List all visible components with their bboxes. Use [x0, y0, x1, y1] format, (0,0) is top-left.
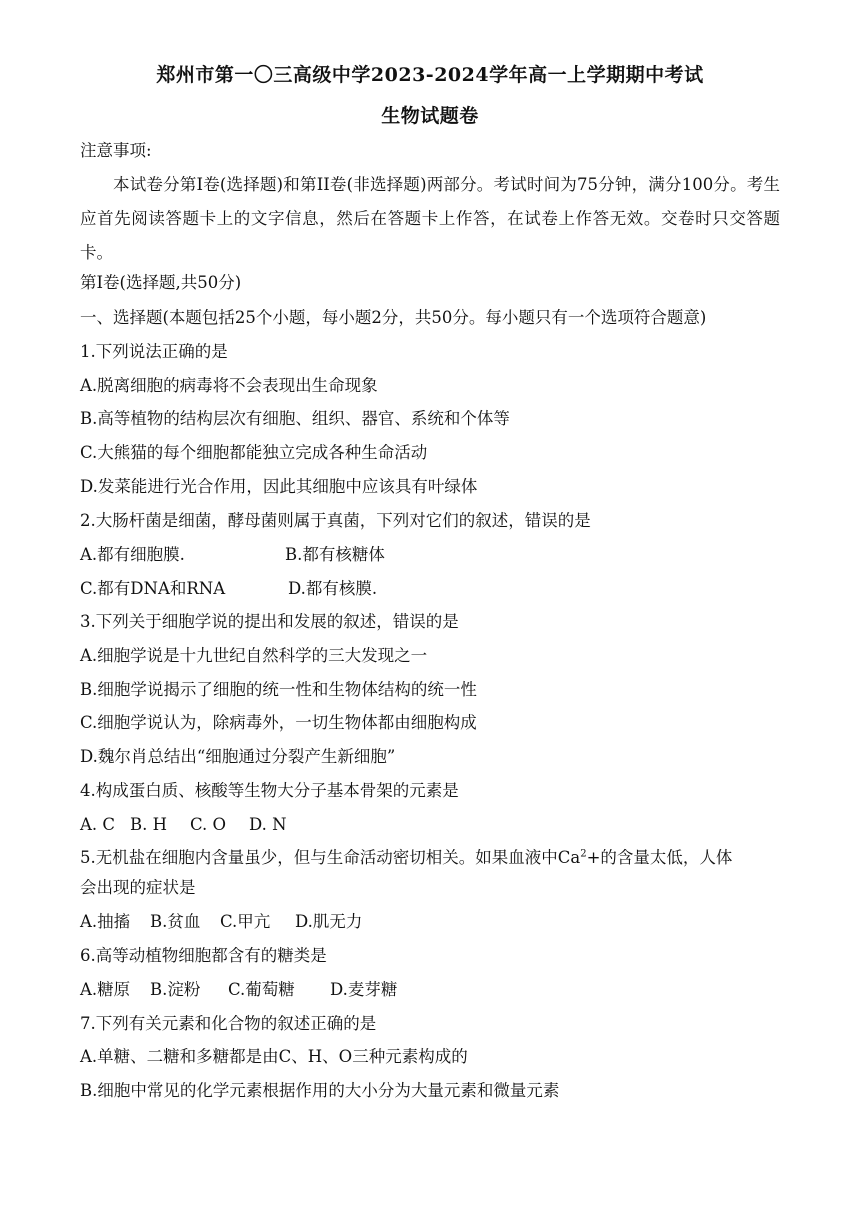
notice-body: 本试卷分第I卷(选择题)和第II卷(非选择题)两部分。考试时间为75分钟，满分100分。考生应首先阅读答题卡上的文字信息，然后在答题卡上作答，在试卷上作答无效。交卷时只交答题卡。 [80, 175, 780, 262]
question-3-option-c: C.细胞学说认为，除病毒外，一切生物体都由细胞构成 [80, 713, 477, 732]
question-7-option-a: A.单糖、二糖和多糖都是由C、H、O三种元素构成的 [80, 1047, 468, 1066]
question-2-option-b: B.都有核糖体 [285, 545, 385, 564]
question-5-option-c: C.甲亢 [220, 912, 271, 931]
question-3-option-d: D.魏尔肖总结出“细胞通过分裂产生新细胞” [80, 747, 396, 766]
notice-heading: 注意事项: [80, 141, 152, 160]
question-5-stem [80, 847, 732, 869]
question-4-option-c: C. O [190, 815, 227, 834]
exam-subtitle: 生物试题卷 [381, 105, 479, 127]
question-2-option-d: D.都有核膜. [288, 579, 378, 598]
question-5-option-b: B.贫血 [150, 912, 201, 931]
question-1-stem: 1.下列说法正确的是 [80, 342, 228, 361]
question-2-option-a: A.都有细胞膜. [80, 545, 185, 564]
question-3-stem: 3.下列关于细胞学说的提出和发展的叙述，错误的是 [80, 612, 459, 631]
question-1-option-c: C.大熊猫的每个细胞都能独立完成各种生命活动 [80, 443, 428, 462]
question-3-option-b: B.细胞学说揭示了细胞的统一性和生物体结构的统一性 [80, 680, 477, 699]
question-6-option-a: A.糖原 [80, 980, 131, 999]
section-instruction: 一、选择题(本题包括25个小题，每小题2分，共50分。每小题只有一个选项符合题意) [80, 308, 707, 327]
question-7-stem: 7.下列有关元素和化合物的叙述正确的是 [80, 1014, 377, 1033]
part-title: 第I卷(选择题,共50分) [80, 273, 242, 292]
question-5-option-a: A.抽搐 [80, 912, 131, 931]
question-5-stem-text: 5.无机盐在细胞内含量虽少，但与生命活动密切相关。如果血液中Ca [80, 848, 581, 867]
question-5-superscript: 2 [580, 848, 587, 860]
question-2-option-c: C.都有DNA和RNA [80, 579, 226, 598]
question-2-stem: 2.大肠杆菌是细菌，酵母菌则属于真菌，下列对它们的叙述，错误的是 [80, 511, 591, 530]
question-7-option-b: B.细胞中常见的化学元素根据作用的大小分为大量元素和微量元素 [80, 1081, 560, 1100]
exam-title: 郑州市第一〇三高级中学2023-2024学年高一上学期期中考试 [156, 64, 704, 86]
question-4-option-b: B. H [130, 815, 168, 834]
question-4-option-d: D. N [249, 815, 287, 834]
question-1-option-a: A.脱离细胞的病毒将不会表现出生命现象 [80, 376, 378, 395]
question-6-option-b: B.淀粉 [150, 980, 201, 999]
question-4-option-a: A. C [80, 815, 116, 834]
question-6-option-c: C.葡萄糖 [228, 980, 295, 999]
question-4-stem: 4.构成蛋白质、核酸等生物大分子基本骨架的元素是 [80, 781, 459, 800]
question-5-stem-text-end: +的含量太低，人体 [586, 848, 733, 867]
question-5-option-d: D.肌无力 [295, 912, 363, 931]
question-1-option-b: B.高等植物的结构层次有细胞、组织、器官、系统和个体等 [80, 409, 510, 428]
question-6-stem: 6.高等动植物细胞都含有的糖类是 [80, 946, 327, 965]
question-5-stem-continued: 会出现的症状是 [80, 878, 196, 897]
question-3-option-a: A.细胞学说是十九世纪自然科学的三大发现之一 [80, 646, 428, 665]
question-1-option-d: D.发菜能进行光合作用，因此其细胞中应该具有叶绿体 [80, 477, 478, 496]
question-6-option-d: D.麦芽糖 [330, 980, 398, 999]
